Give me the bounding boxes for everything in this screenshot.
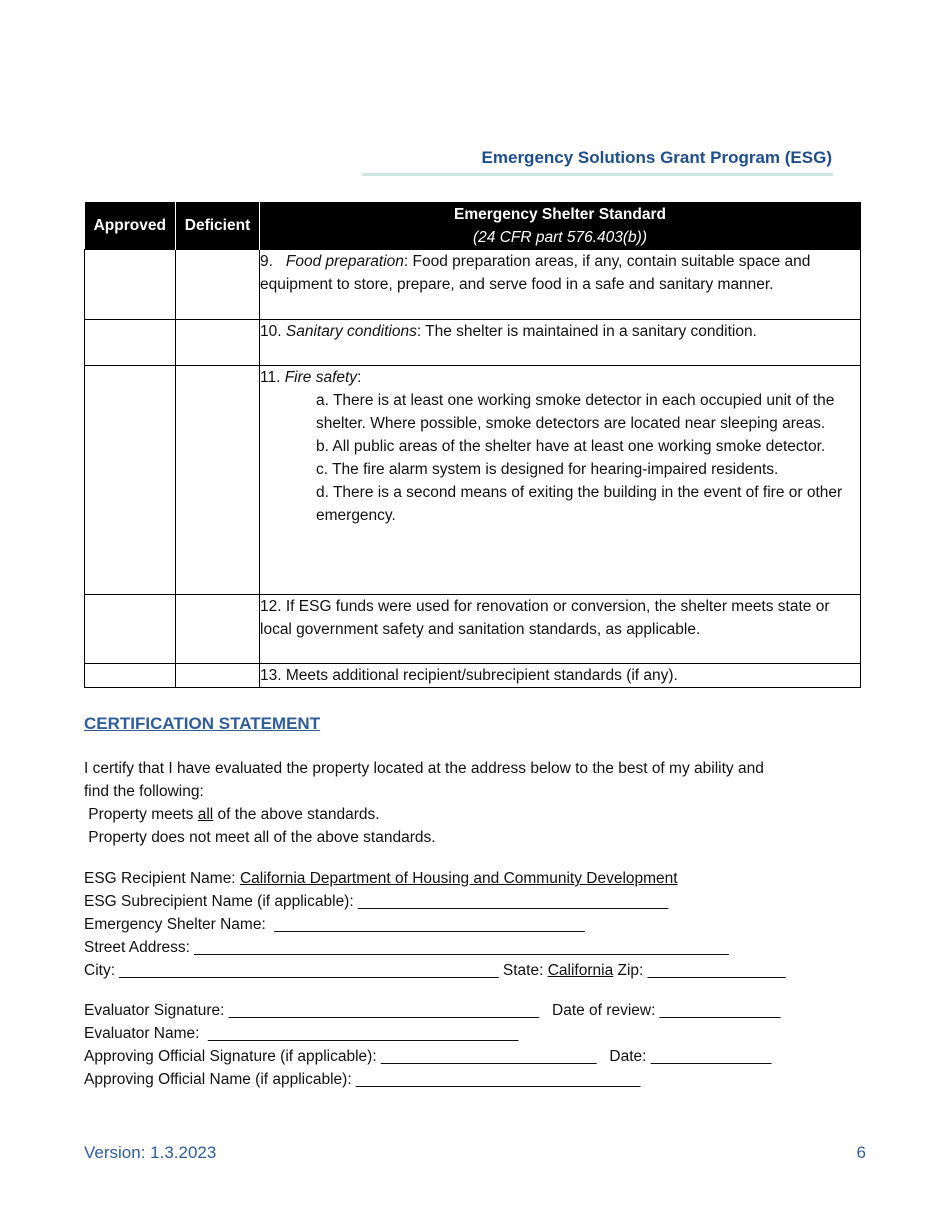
- shelter-standards-table: [84, 202, 861, 688]
- standard-header-title: Emergency Shelter Standard: [454, 205, 666, 223]
- table-row: [85, 664, 861, 688]
- evaluator-name-field[interactable]: Evaluator Name: ____________________________________: [84, 1025, 519, 1042]
- standard-text: 10. Sanitary conditions: The shelter is maintained in a sanitary condition.: [260, 320, 861, 366]
- fire-safety-item-d: d. There is a second means of exiting the building in the event of fire or other emergency.: [316, 484, 843, 524]
- document-version: Version: 1.3.2023: [84, 1143, 217, 1162]
- deficient-column-header: Deficient: [176, 202, 260, 250]
- street-address-field[interactable]: Street Address: ______________________________________________________________: [84, 939, 729, 956]
- standard-text: 11. Fire safety: a. There is at least one working smoke detector in each occupied unit of the shelter. Where possible, smoke detectors are located near sleeping areas. b. All public areas of the shelter have at least one working smoke detector. c. The fire alarm system is designed for hearing-impaired residents. d. There is a second means of exiting the building in the event of fire or other emergency.: [260, 366, 861, 595]
- deficient-checkbox-cell[interactable]: [176, 366, 260, 595]
- approved-checkbox-cell[interactable]: [85, 366, 176, 595]
- standard-text: 9. Food preparation: Food preparation areas, if any, contain suitable space and equipment to store, prepare, and serve food in a safe and sanitary manner.: [260, 250, 861, 320]
- option-does-not-meet-standards[interactable]: Property does not meet all of the above standards.: [84, 829, 436, 846]
- city-state-zip-field[interactable]: City: ____________________________________________ State: California Zip: ________________: [84, 962, 786, 979]
- header-divider: [362, 173, 833, 176]
- approved-checkbox-cell[interactable]: [85, 595, 176, 664]
- standard-text: 12. If ESG funds were used for renovation or conversion, the shelter meets state or local government safety and sanitation standards, as applicable.: [260, 595, 861, 664]
- recipient-name-field: ESG Recipient Name: California Department of Housing and Community Development: [84, 870, 678, 887]
- standard-column-header: [260, 202, 861, 250]
- table-row: [85, 250, 861, 320]
- page-number: 6: [856, 1143, 866, 1162]
- standard-header-citation: (24 CFR part 576.403(b)): [472, 228, 648, 246]
- approved-column-header: Approved: [85, 202, 176, 250]
- deficient-checkbox-cell[interactable]: [176, 250, 260, 320]
- approved-checkbox-cell[interactable]: [85, 320, 176, 366]
- state-value: California: [547, 962, 614, 979]
- table-row: [85, 366, 861, 595]
- table-row: [85, 595, 861, 664]
- evaluator-signature-field[interactable]: Evaluator Signature: ____________________________________ Date of review: ______________: [84, 1002, 781, 1019]
- approved-checkbox-cell[interactable]: [85, 664, 176, 688]
- fire-safety-item-c: c. The fire alarm system is designed for hearing-impaired residents.: [316, 461, 779, 478]
- deficient-checkbox-cell[interactable]: [176, 320, 260, 366]
- certification-intro-line-2: find the following:: [84, 783, 204, 800]
- deficient-checkbox-cell[interactable]: [176, 664, 260, 688]
- option-meets-all-standards[interactable]: Property meets all of the above standards.: [84, 806, 380, 823]
- subrecipient-name-field[interactable]: ESG Subrecipient Name (if applicable): ____________________________________: [84, 893, 669, 910]
- fire-safety-item-b: b. All public areas of the shelter have at least one working smoke detector.: [316, 438, 826, 455]
- approved-checkbox-cell[interactable]: [85, 250, 176, 320]
- recipient-name-value: California Department of Housing and Community Development: [239, 870, 678, 887]
- approving-signature-field[interactable]: Approving Official Signature (if applicable): _________________________ Date: ______________: [84, 1048, 772, 1065]
- table-header-row: [85, 202, 861, 250]
- certification-heading: CERTIFICATION STATEMENT: [84, 714, 321, 733]
- certification-intro-line-1: I certify that I have evaluated the property located at the address below to the best of my ability and: [84, 760, 764, 777]
- standard-text: 13. Meets additional recipient/subrecipient standards (if any).: [260, 664, 861, 688]
- fire-safety-item-a: a. There is at least one working smoke detector in each occupied unit of the shelter. Where possible, smoke detectors are located near sleeping areas.: [316, 392, 835, 432]
- shelter-name-field[interactable]: Emergency Shelter Name: ____________________________________: [84, 916, 585, 933]
- deficient-checkbox-cell[interactable]: [176, 595, 260, 664]
- table-row: [85, 320, 861, 366]
- program-title: Emergency Solutions Grant Program (ESG): [481, 148, 832, 167]
- approving-name-field[interactable]: Approving Official Name (if applicable): _________________________________: [84, 1071, 641, 1088]
